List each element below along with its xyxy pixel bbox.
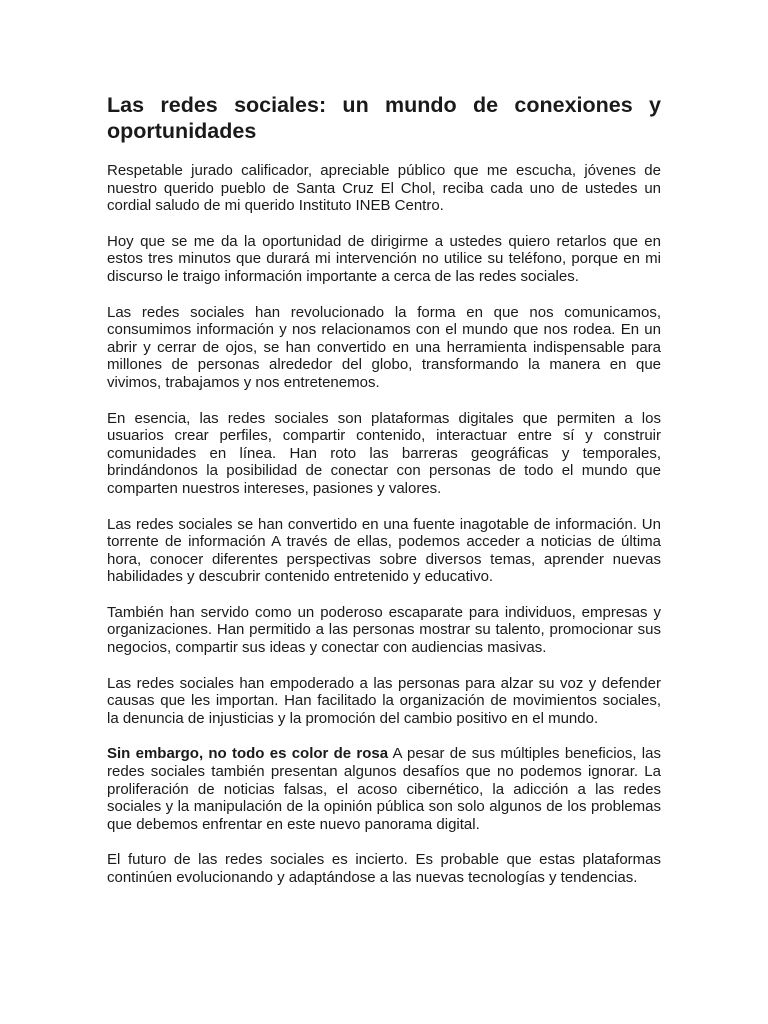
paragraph-revolution: Las redes sociales han revolucionado la forma en que nos comunicamos, consumimos información y nos relacionamos con el mundo que nos rodea. En un abrir y cerrar de ojos, se han convertido en una herramienta indispensable para millones de personas alrededor del globo, transformando la manera en que vivimos, trabajamos y nos entretenemos. <box>107 303 661 391</box>
document-title: Las redes sociales: un mundo de conexiones y oportunidades <box>107 93 661 143</box>
paragraph-showcase: También han servido como un poderoso escaparate para individuos, empresas y organizaciones. Han permitido a las personas mostrar su talento, promocionar sus negocios, compartir sus ideas y conectar con audiencias masivas. <box>107 603 661 657</box>
bold-lead-text: Sin embargo, no todo es color de rosa <box>107 745 389 763</box>
document-page <box>107 92 661 905</box>
paragraph-greeting: Respetable jurado calificador, apreciable público que me escucha, jóvenes de nuestro querido pueblo de Santa Cruz El Chol, reciba cada uno de ustedes un cordial saludo de mi querido Instituto INEB Centro. <box>107 162 661 215</box>
paragraph-future: El futuro de las redes sociales es incierto. Es probable que estas plataformas continúen evolucionando y adaptándose a las nuevas tecnologías y tendencias. <box>107 851 661 886</box>
paragraph-challenges <box>107 745 661 833</box>
challenges-text: A pesar de sus múltiples beneficios, las redes sociales también presentan algunos desafíos que no podemos ignorar. La proliferación de noticias falsas, el acoso cibernético, la adicción a las redes sociales y la manipulación de la opinión pública son solo algunos de los problemas que debemos enfrentar en este nuevo panorama digital. <box>107 745 661 833</box>
paragraph-empowerment: Las redes sociales han empoderado a las personas para alzar su voz y defender causas que les importan. Han facilitado la organización de movimientos sociales, la denuncia de injusticias y la promoción del cambio positivo en el mundo. <box>107 674 661 727</box>
paragraph-definition: En esencia, las redes sociales son plataformas digitales que permiten a los usuarios crear perfiles, compartir contenido, interactuar entre sí y construir comunidades en línea. Han roto las barreras geográficas y temporales, brindándonos la posibilidad de conectar con personas de todo el mundo que comparten nuestros intereses, pasiones y valores. <box>107 409 661 497</box>
paragraph-intro: Hoy que se me da la oportunidad de dirigirme a ustedes quiero retarlos que en estos tres minutos que durará mi intervención no utilice su teléfono, porque en mi discurso le traigo información importante a cerca de las redes sociales. <box>107 232 661 285</box>
paragraph-information: Las redes sociales se han convertido en una fuente inagotable de información. Un torrente de información A través de ellas, podemos acceder a noticias de última hora, conocer diferentes perspectivas sobre diversos temas, aprender nuevas habilidades y descubrir contenido entretenido y educativo. <box>107 515 661 586</box>
